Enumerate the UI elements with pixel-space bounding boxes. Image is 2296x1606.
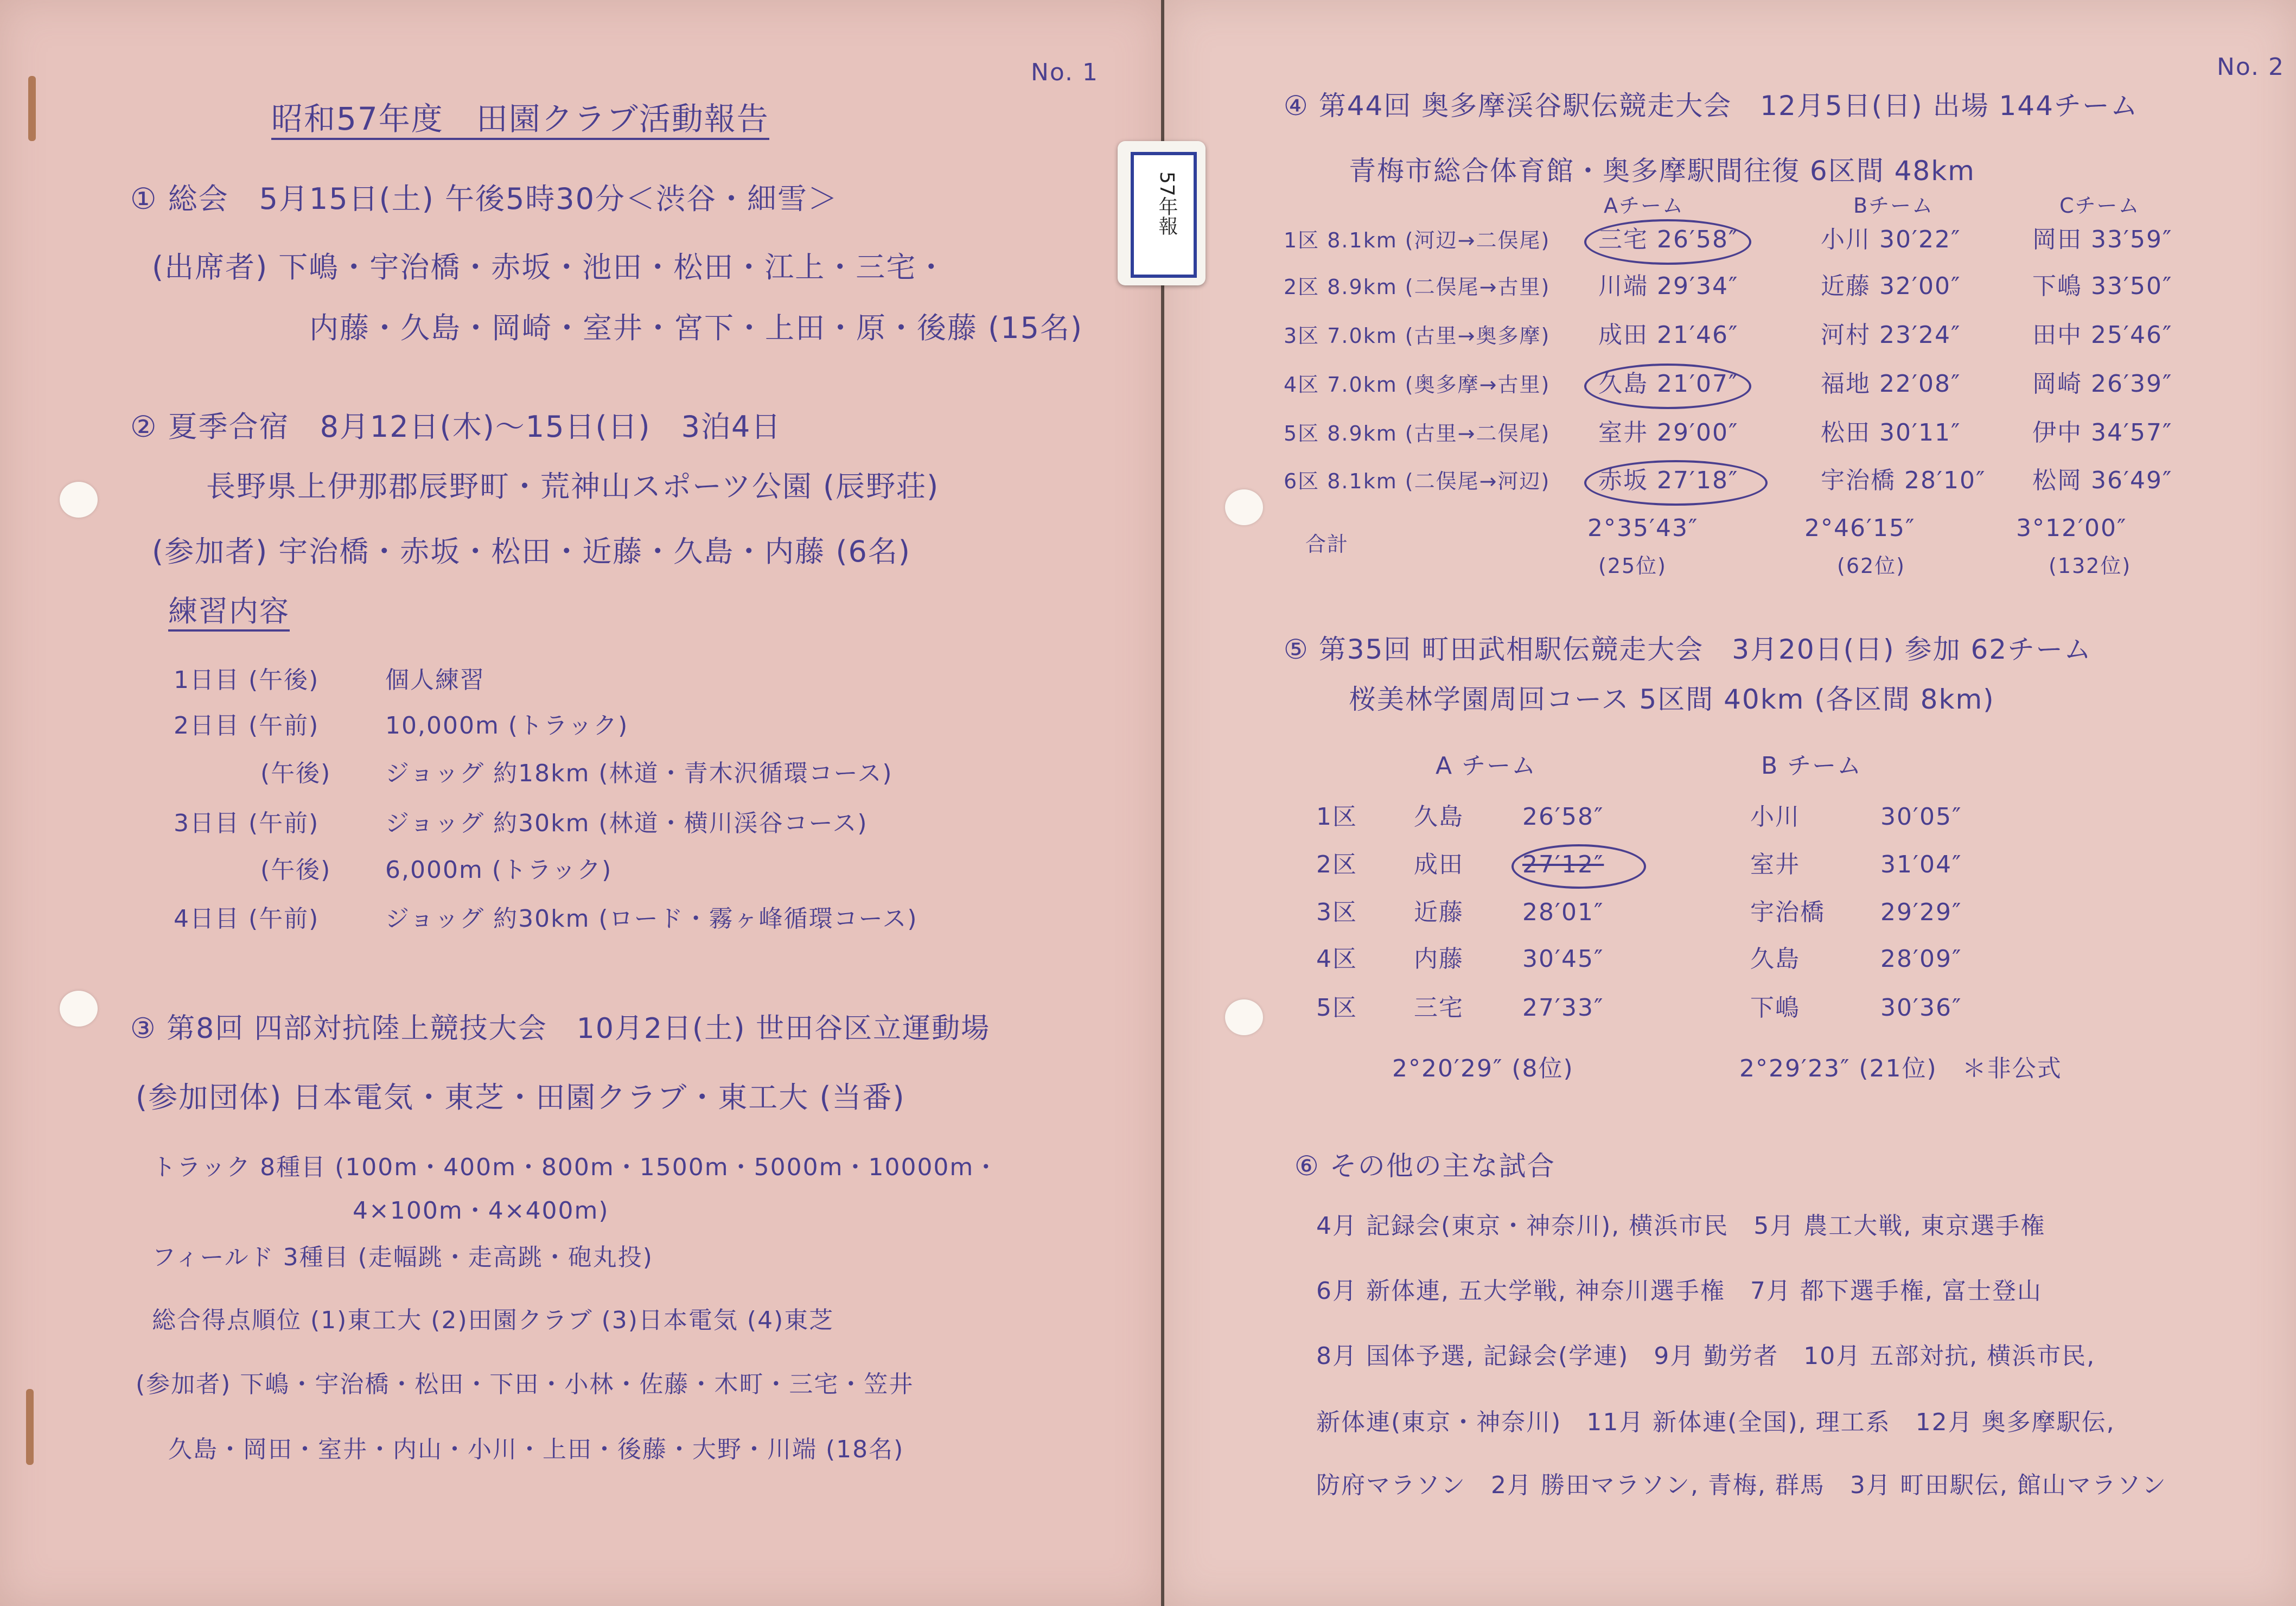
practice-content: ジョッグ 約30km (ロード・霧ヶ峰循環コース): [385, 905, 918, 933]
section-3-attendees-cont: 久島・岡田・室井・内山・小川・上田・後藤・大野・川端 (18名): [168, 1436, 904, 1463]
rust-mark: [26, 1389, 34, 1465]
leg-b: 近藤 32′00″: [1821, 272, 1961, 300]
binder-hole: [1225, 489, 1263, 525]
leg-b: 河村 23′24″: [1821, 321, 1961, 349]
leg-b-time: 30′05″: [1880, 803, 1962, 831]
practice-day: 2日目 (午前): [174, 712, 320, 740]
other-matches-line: 防府マラソン 2月 勝田マラソン, 青梅, 群馬 3月 町田駅伝, 館山マラソン: [1316, 1471, 2167, 1499]
binder-hole: [60, 482, 98, 518]
index-tab-label: [1118, 141, 1206, 285]
team-header: Cチーム: [2059, 194, 2140, 218]
leg-b: 福地 22′08″: [1821, 370, 1961, 398]
leg-c: 下嶋 33′50″: [2032, 272, 2173, 300]
leg-a-time: 27′33″: [1522, 994, 1604, 1022]
leg-a-name: 成田: [1414, 851, 1464, 878]
leg-c: 伊中 34′57″: [2032, 419, 2173, 447]
leg-a: 三宅 26′58″: [1598, 226, 1739, 253]
practice-content: ジョッグ 約18km (林道・青木沢循環コース): [385, 760, 893, 787]
rank-a: (25位): [1598, 554, 1667, 578]
other-matches-line: 8月 国体予選, 記録会(学連) 9月 勤労者 10月 五部対抗, 横浜市民,: [1316, 1342, 2096, 1370]
practice-day: (午後): [260, 760, 331, 787]
section-3-field: フィールド 3種目 (走幅跳・走高跳・砲丸投): [152, 1244, 653, 1271]
leg-label: 4区 7.0km (奥多摩→古里): [1284, 373, 1551, 397]
leg-b-name: 久島: [1750, 945, 1800, 973]
leg-b: 小川 30′22″: [1821, 226, 1961, 253]
leg-label: 4区: [1316, 945, 1357, 973]
section-4-heading: ④ 第44回 奥多摩渓谷駅伝競走大会 12月5日(日) 出場 144チーム: [1284, 90, 2139, 122]
leg-c: 田中 25′46″: [2032, 321, 2173, 349]
section-3-track-cont: 4×100m・4×400m): [353, 1197, 609, 1225]
leg-a: 赤坂 27′18″: [1598, 467, 1739, 494]
leg-a-time-crossed: 27′12″: [1522, 851, 1604, 878]
binder-hole: [1225, 999, 1263, 1035]
binder-hole: [60, 991, 98, 1027]
practice-title: 練習内容: [168, 597, 290, 632]
total-label: 合計: [1305, 532, 1349, 556]
leg-a-name: 内藤: [1414, 945, 1464, 973]
section-3-attendees: (参加者) 下嶋・宇治橋・松田・下田・小林・佐藤・木町・三宅・笠井: [136, 1371, 914, 1398]
leg-label: 5区: [1316, 994, 1357, 1022]
practice-content: 10,000m (トラック): [385, 712, 629, 740]
section-4-course: 青梅市総合体育館・奥多摩駅間往復 6区間 48km: [1349, 155, 1975, 187]
section-3-ranking: 総合得点順位 (1)東工大 (2)田園クラブ (3)日本電気 (4)東芝: [152, 1307, 834, 1334]
index-tab-text: 57年報: [1156, 171, 1178, 235]
total-c: 3°12′00″: [2016, 514, 2127, 542]
leg-a: 成田 21′46″: [1598, 321, 1739, 349]
section-5-heading: ⑤ 第35回 町田武相駅伝競走大会 3月20日(日) 参加 62チーム: [1284, 634, 2093, 665]
leg-label: 5区 8.9km (古里→二俣尾): [1284, 422, 1551, 445]
circled-time: [1584, 219, 1751, 265]
practice-content: 6,000m (トラック): [385, 856, 613, 884]
section-2-attendees: (参加者) 宇治橋・赤坂・松田・近藤・久島・内藤 (6名): [152, 534, 911, 569]
leg-b: 松田 30′11″: [1821, 419, 1961, 447]
index-tab-frame: [1131, 152, 1197, 278]
section-2-place: 長野県上伊那郡辰野町・荒神山スポーツ公園 (辰野荘): [206, 469, 940, 504]
leg-label: 1区: [1316, 803, 1357, 831]
section-5-course: 桜美林学園周回コース 5区間 40km (各区間 8km): [1349, 684, 1995, 715]
practice-content: ジョッグ 約30km (林道・横川渓谷コース): [385, 810, 868, 837]
page-number: No. 1: [1031, 59, 1099, 86]
practice-day: 4日目 (午前): [174, 905, 320, 933]
leg-label: 3区 7.0km (古里→奥多摩): [1284, 324, 1551, 348]
practice-day: (午後): [260, 856, 331, 884]
rank-c: (132位): [2049, 554, 2132, 578]
circled-time: [1584, 364, 1751, 409]
total-a: 2°35′43″: [1587, 514, 1699, 542]
team-a-header: A チーム: [1436, 752, 1537, 780]
leg-label: 2区: [1316, 851, 1357, 878]
section-3-heading: ③ 第8回 四部対抗陸上競技大会 10月2日(土) 世田谷区立運動場: [130, 1012, 991, 1045]
section-3-teams: (参加団体) 日本電気・東芝・田園クラブ・東工大 (当番): [136, 1080, 905, 1114]
leg-c: 岡田 33′59″: [2032, 226, 2173, 253]
team-header: Bチーム: [1853, 194, 1934, 218]
leg-a-name: 久島: [1414, 803, 1464, 831]
total-a: 2°20′29″ (8位): [1392, 1055, 1574, 1082]
section-1-attendees: (出席者) 下嶋・宇治橋・赤坂・池田・松田・江上・三宅・: [152, 250, 947, 284]
practice-day: 3日目 (午前): [174, 810, 320, 837]
leg-a-name: 近藤: [1414, 898, 1464, 926]
leg-b-time: 29′29″: [1880, 898, 1962, 926]
total-b: 2°29′23″ (21位) ＊非公式: [1739, 1055, 2062, 1082]
rank-b: (62位): [1837, 554, 1906, 578]
leg-b-name: 下嶋: [1750, 994, 1800, 1022]
leg-b-name: 室井: [1750, 851, 1800, 878]
section-1-attendees-cont: 内藤・久島・岡崎・室井・宮下・上田・原・後藤 (15名): [309, 311, 1083, 345]
leg-a-time: 28′01″: [1522, 898, 1604, 926]
section-2-heading: ② 夏季合宿 8月12日(木)〜15日(日) 3泊4日: [130, 410, 782, 444]
other-matches-line: 4月 記録会(東京・神奈川), 横浜市民 5月 農工大戦, 東京選手権: [1316, 1212, 2046, 1240]
leg-b: 宇治橋 28′10″: [1821, 467, 1986, 494]
right-page: [1164, 0, 2296, 1606]
leg-c: 松岡 36′49″: [2032, 467, 2173, 494]
leg-c: 岡崎 26′39″: [2032, 370, 2173, 398]
leg-a: 川端 29′34″: [1598, 272, 1739, 300]
circled-time: [1511, 844, 1646, 889]
leg-label: 3区: [1316, 898, 1357, 926]
rust-mark: [28, 76, 36, 141]
other-matches-line: 6月 新体連, 五大学戦, 神奈川選手権 7月 都下選手権, 富士登山: [1316, 1277, 2042, 1305]
page-title: 昭和57年度 田園クラブ活動報告: [271, 103, 769, 140]
leg-a: 久島 21′07″: [1598, 370, 1739, 398]
section-6-heading: ⑥ その他の主な試合: [1294, 1150, 1555, 1182]
leg-a-name: 三宅: [1414, 994, 1464, 1022]
leg-a: 室井 29′00″: [1598, 419, 1739, 447]
section-3-track: トラック 8種目 (100m・400m・800m・1500m・5000m・10000m・: [152, 1153, 999, 1181]
circled-time: [1584, 460, 1768, 506]
leg-label: 1区 8.1km (河辺→二俣尾): [1284, 228, 1551, 252]
leg-b-time: 28′09″: [1880, 945, 1962, 973]
leg-a-time: 26′58″: [1522, 803, 1604, 831]
leg-b-name: 宇治橋: [1750, 898, 1825, 926]
total-b: 2°46′15″: [1804, 514, 1916, 542]
other-matches-line: 新体連(東京・神奈川) 11月 新体連(全国), 理工系 12月 奥多摩駅伝,: [1316, 1409, 2115, 1436]
page-number: No. 2: [2217, 53, 2285, 81]
leg-b-name: 小川: [1750, 803, 1800, 831]
team-b-header: B チーム: [1761, 752, 1863, 780]
leg-a-time: 30′45″: [1522, 945, 1604, 973]
team-header: Aチーム: [1604, 194, 1684, 218]
leg-b-time: 30′36″: [1880, 994, 1962, 1022]
practice-day: 1日目 (午後): [174, 666, 320, 694]
practice-content: 個人練習: [385, 666, 485, 694]
leg-label: 2区 8.9km (二俣尾→古里): [1284, 275, 1551, 299]
leg-label: 6区 8.1km (二俣尾→河辺): [1284, 469, 1551, 493]
leg-b-time: 31′04″: [1880, 851, 1962, 878]
section-1-heading: ① 総会 5月15日(土) 午後5時30分＜渋谷・細雪＞: [130, 182, 839, 216]
